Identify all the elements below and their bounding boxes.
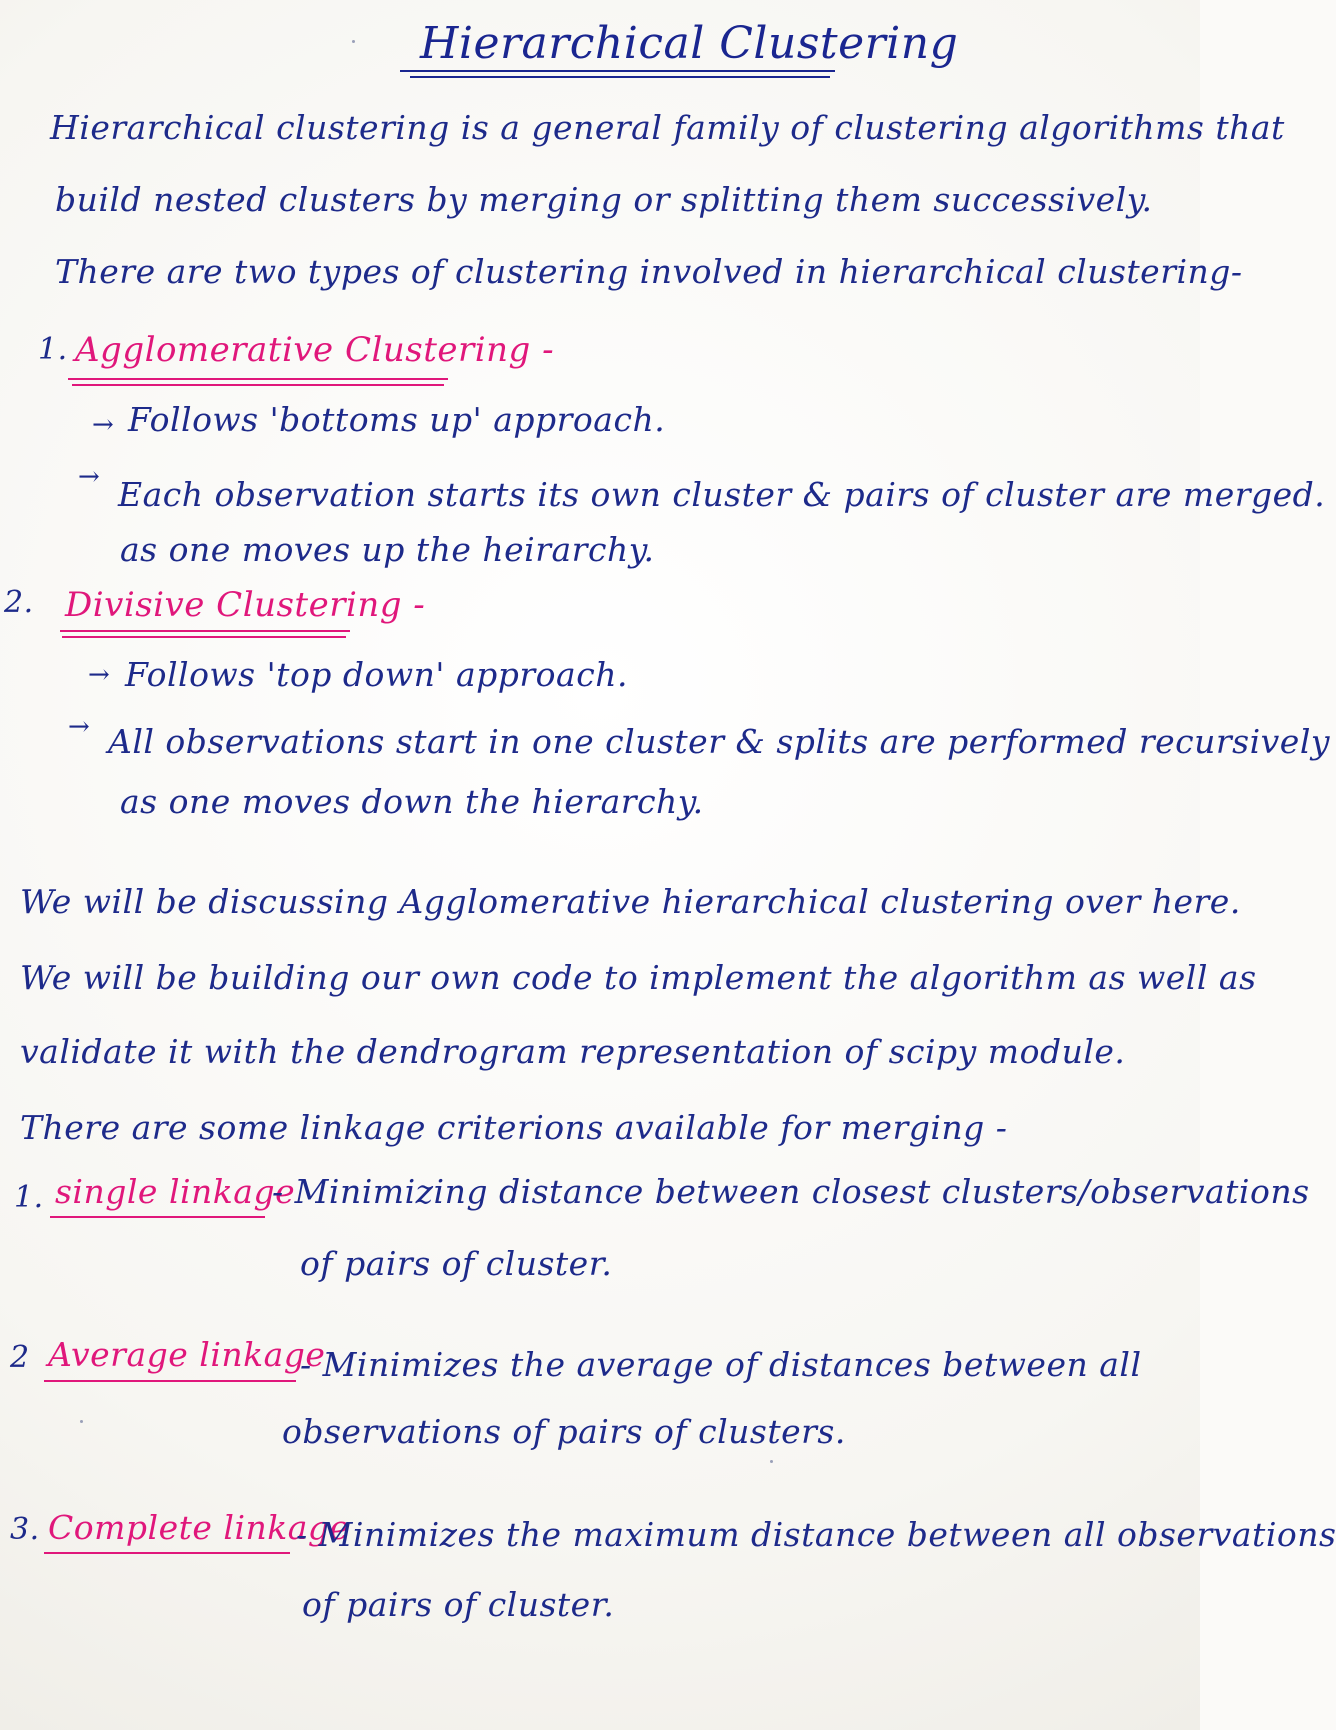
discussion-line-3: validate it with the dendrogram representation of scipy module. (20, 1032, 1126, 1071)
discussion-line-2: We will be building our own code to implement the algorithm as well as (20, 958, 1257, 997)
type-2-heading-underline (60, 630, 350, 632)
arrow-icon: → (92, 410, 115, 440)
type-2-bullet-1: Follows 'top down' approach. (125, 655, 628, 694)
intro-line-1: Hierarchical clustering is a general family of clustering algorithms that (50, 108, 1285, 147)
type-2-heading-underline-second (62, 636, 346, 638)
linkage-3-label-underline (44, 1552, 290, 1554)
linkage-3-definition-line-1: - Minimizes the maximum distance between all observations (296, 1515, 1336, 1554)
linkage-3-label: Complete linkage (48, 1508, 350, 1547)
intro-line-3: There are two types of clustering involved in hierarchical clustering- (55, 252, 1243, 291)
linkage-2-definition-line-2: observations of pairs of clusters. (282, 1412, 846, 1451)
type-2-number: 2. (4, 585, 34, 620)
type-1-bullet-2-continuation: as one moves up the heirarchy. (120, 530, 655, 569)
type-2-heading: Divisive Clustering - (65, 585, 426, 625)
title-underline (400, 70, 835, 72)
paper-speck (80, 1420, 83, 1423)
linkage-2-definition-line-1: - Minimizes the average of distances between all (300, 1345, 1142, 1384)
linkage-3-number: 3. (10, 1512, 40, 1547)
paper-speck (352, 40, 355, 43)
type-1-heading: Agglomerative Clustering - (75, 330, 555, 370)
paper-speck (770, 1460, 773, 1463)
type-1-heading-underline-second (72, 384, 444, 386)
type-1-bullet-1: Follows 'bottoms up' approach. (128, 400, 666, 439)
type-1-bullet-2: Each observation starts its own cluster & pairs of cluster are merged. (118, 475, 1326, 514)
linkage-1-label: single linkage (55, 1172, 296, 1211)
title-underline-second (410, 76, 830, 78)
type-2-bullet-2: All observations start in one cluster & splits are performed recursively (108, 722, 1331, 761)
page-title: Hierarchical Clustering (420, 18, 959, 69)
linkage-1-definition-line-2: of pairs of cluster. (300, 1244, 613, 1283)
linkage-2-label: Average linkage (48, 1335, 326, 1374)
linkage-1-number: 1. (14, 1180, 44, 1215)
linkage-2-number: 2 (10, 1340, 30, 1375)
intro-line-2: build nested clusters by merging or splitting them successively. (55, 180, 1153, 219)
arrow-icon: → (68, 712, 91, 742)
arrow-icon: → (78, 462, 101, 492)
linkage-1-definition-line-1: - Minimizing distance between closest clusters/observations (272, 1172, 1310, 1211)
arrow-icon: → (88, 660, 111, 690)
type-1-heading-underline (68, 378, 448, 380)
linkage-3-definition-line-2: of pairs of cluster. (302, 1585, 615, 1624)
linkage-1-label-underline (50, 1216, 265, 1218)
linkage-2-label-underline (44, 1380, 296, 1382)
type-1-number: 1. (38, 332, 68, 367)
discussion-line-1: We will be discussing Agglomerative hierarchical clustering over here. (20, 882, 1241, 921)
discussion-line-4: There are some linkage criterions available for merging - (20, 1108, 1008, 1147)
type-2-bullet-2-continuation: as one moves down the hierarchy. (120, 782, 704, 821)
